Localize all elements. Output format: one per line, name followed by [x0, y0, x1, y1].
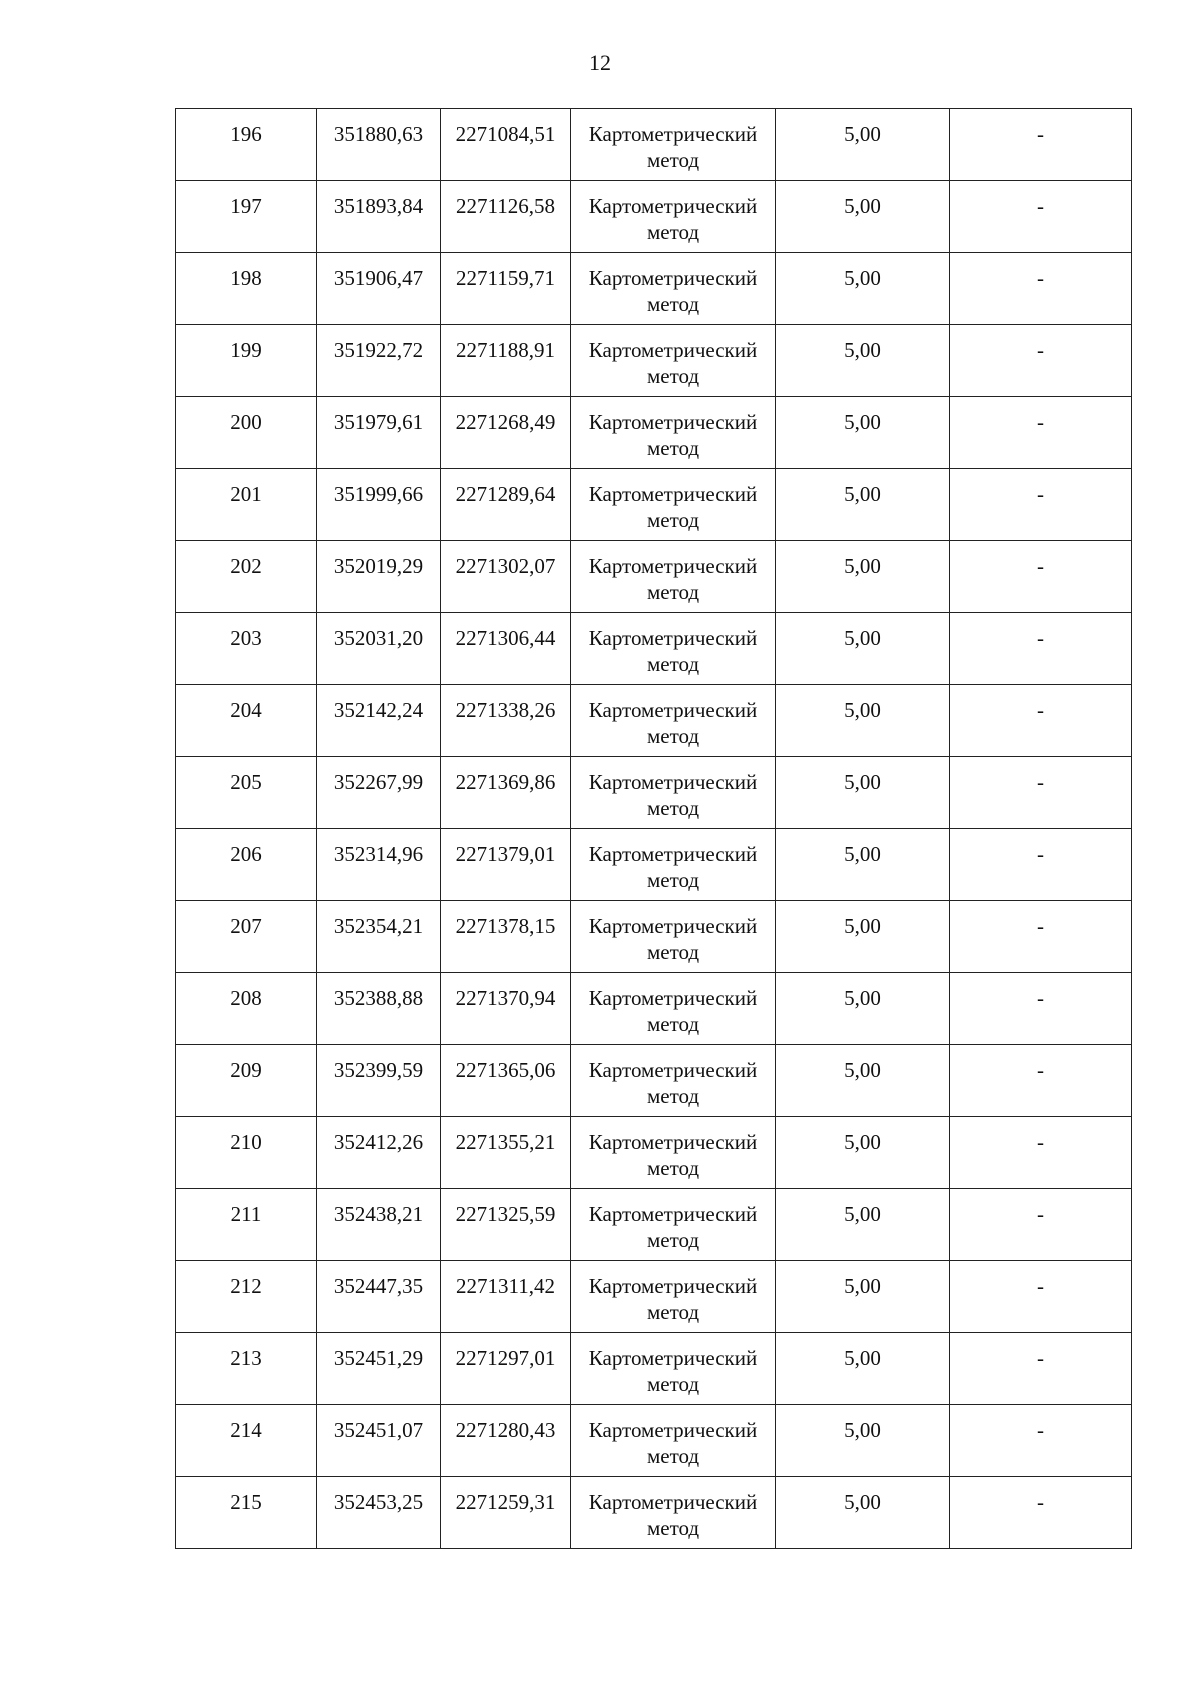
table-row — [176, 325, 1132, 397]
y-coordinate-cell: 2271365,06 — [441, 1045, 571, 1117]
table-row — [176, 1117, 1132, 1189]
method-line-1: Картометрический — [588, 1130, 758, 1154]
accuracy-cell: 5,00 — [776, 685, 950, 757]
table-row — [176, 469, 1132, 541]
method-cell — [571, 757, 776, 829]
table-row — [176, 1405, 1132, 1477]
point-number-cell: 198 — [176, 253, 317, 325]
extra-cell: - — [950, 109, 1132, 181]
extra-cell: - — [950, 397, 1132, 469]
extra-cell: - — [950, 253, 1132, 325]
method-line-1: Картометрический — [588, 410, 758, 434]
y-coordinate-cell: 2271306,44 — [441, 613, 571, 685]
y-coordinate-cell: 2271259,31 — [441, 1477, 571, 1549]
extra-cell: - — [950, 541, 1132, 613]
method-line-2: метод — [646, 364, 700, 388]
extra-cell: - — [950, 613, 1132, 685]
y-coordinate-cell: 2271268,49 — [441, 397, 571, 469]
y-coordinate-cell: 2271297,01 — [441, 1333, 571, 1405]
y-coordinate-cell: 2271369,86 — [441, 757, 571, 829]
method-line-1: Картометрический — [588, 770, 758, 794]
table-row — [176, 685, 1132, 757]
table-row — [176, 181, 1132, 253]
x-coordinate-cell: 352447,35 — [317, 1261, 441, 1333]
method-cell — [571, 1333, 776, 1405]
table-row — [176, 397, 1132, 469]
y-coordinate-cell: 2271084,51 — [441, 109, 571, 181]
method-line-2: метод — [646, 1228, 700, 1252]
method-line-2: метод — [646, 1156, 700, 1180]
y-coordinate-cell: 2271302,07 — [441, 541, 571, 613]
extra-cell: - — [950, 1333, 1132, 1405]
y-coordinate-cell: 2271338,26 — [441, 685, 571, 757]
y-coordinate-cell: 2271126,58 — [441, 181, 571, 253]
method-line-2: метод — [646, 1516, 700, 1540]
table-row — [176, 253, 1132, 325]
method-cell — [571, 973, 776, 1045]
x-coordinate-cell: 352453,25 — [317, 1477, 441, 1549]
method-line-2: метод — [646, 1084, 700, 1108]
table-row — [176, 1477, 1132, 1549]
point-number-cell: 215 — [176, 1477, 317, 1549]
method-line-1: Картометрический — [588, 986, 758, 1010]
y-coordinate-cell: 2271379,01 — [441, 829, 571, 901]
method-line-2: метод — [646, 940, 700, 964]
method-line-2: метод — [646, 868, 700, 892]
x-coordinate-cell: 351979,61 — [317, 397, 441, 469]
x-coordinate-cell: 351906,47 — [317, 253, 441, 325]
y-coordinate-cell: 2271355,21 — [441, 1117, 571, 1189]
accuracy-cell: 5,00 — [776, 253, 950, 325]
method-line-1: Картометрический — [588, 1418, 758, 1442]
method-cell — [571, 109, 776, 181]
method-cell — [571, 469, 776, 541]
accuracy-cell: 5,00 — [776, 1477, 950, 1549]
method-line-1: Картометрический — [588, 266, 758, 290]
method-line-2: метод — [646, 652, 700, 676]
method-line-1: Картометрический — [588, 914, 758, 938]
x-coordinate-cell: 351922,72 — [317, 325, 441, 397]
method-line-2: метод — [646, 1012, 700, 1036]
method-cell — [571, 1117, 776, 1189]
x-coordinate-cell: 352019,29 — [317, 541, 441, 613]
table-row — [176, 1333, 1132, 1405]
x-coordinate-cell: 352438,21 — [317, 1189, 441, 1261]
method-cell — [571, 397, 776, 469]
point-number-cell: 201 — [176, 469, 317, 541]
method-line-2: метод — [646, 436, 700, 460]
table-body — [176, 109, 1132, 1549]
method-line-2: метод — [646, 508, 700, 532]
x-coordinate-cell: 352451,29 — [317, 1333, 441, 1405]
table-row — [176, 901, 1132, 973]
point-number-cell: 196 — [176, 109, 317, 181]
point-number-cell: 210 — [176, 1117, 317, 1189]
method-line-2: метод — [646, 220, 700, 244]
extra-cell: - — [950, 1477, 1132, 1549]
method-line-1: Картометрический — [588, 194, 758, 218]
y-coordinate-cell: 2271289,64 — [441, 469, 571, 541]
method-line-2: метод — [646, 796, 700, 820]
accuracy-cell: 5,00 — [776, 1117, 950, 1189]
method-cell — [571, 325, 776, 397]
point-number-cell: 212 — [176, 1261, 317, 1333]
accuracy-cell: 5,00 — [776, 1333, 950, 1405]
extra-cell: - — [950, 1117, 1132, 1189]
point-number-cell: 214 — [176, 1405, 317, 1477]
x-coordinate-cell: 352451,07 — [317, 1405, 441, 1477]
y-coordinate-cell: 2271159,71 — [441, 253, 571, 325]
extra-cell: - — [950, 1261, 1132, 1333]
extra-cell: - — [950, 829, 1132, 901]
y-coordinate-cell: 2271280,43 — [441, 1405, 571, 1477]
extra-cell: - — [950, 1405, 1132, 1477]
table-row — [176, 757, 1132, 829]
point-number-cell: 205 — [176, 757, 317, 829]
method-line-2: метод — [646, 1372, 700, 1396]
table-row — [176, 541, 1132, 613]
accuracy-cell: 5,00 — [776, 1189, 950, 1261]
accuracy-cell: 5,00 — [776, 613, 950, 685]
point-number-cell: 204 — [176, 685, 317, 757]
x-coordinate-cell: 352142,24 — [317, 685, 441, 757]
x-coordinate-cell: 352031,20 — [317, 613, 441, 685]
point-number-cell: 202 — [176, 541, 317, 613]
accuracy-cell: 5,00 — [776, 1405, 950, 1477]
method-cell — [571, 253, 776, 325]
x-coordinate-cell: 352412,26 — [317, 1117, 441, 1189]
extra-cell: - — [950, 973, 1132, 1045]
accuracy-cell: 5,00 — [776, 1045, 950, 1117]
method-line-1: Картометрический — [588, 842, 758, 866]
method-cell — [571, 1045, 776, 1117]
y-coordinate-cell: 2271311,42 — [441, 1261, 571, 1333]
extra-cell: - — [950, 901, 1132, 973]
extra-cell: - — [950, 1045, 1132, 1117]
table-row — [176, 973, 1132, 1045]
x-coordinate-cell: 352314,96 — [317, 829, 441, 901]
method-cell — [571, 901, 776, 973]
extra-cell: - — [950, 181, 1132, 253]
method-cell — [571, 613, 776, 685]
accuracy-cell: 5,00 — [776, 109, 950, 181]
x-coordinate-cell: 351880,63 — [317, 109, 441, 181]
method-line-1: Картометрический — [588, 698, 758, 722]
method-line-1: Картометрический — [588, 1346, 758, 1370]
x-coordinate-cell: 352267,99 — [317, 757, 441, 829]
method-line-2: метод — [646, 148, 700, 172]
accuracy-cell: 5,00 — [776, 325, 950, 397]
method-cell — [571, 829, 776, 901]
method-line-1: Картометрический — [588, 482, 758, 506]
accuracy-cell: 5,00 — [776, 469, 950, 541]
method-cell — [571, 1189, 776, 1261]
extra-cell: - — [950, 685, 1132, 757]
method-line-1: Картометрический — [588, 1202, 758, 1226]
method-line-1: Картометрический — [588, 338, 758, 362]
accuracy-cell: 5,00 — [776, 1261, 950, 1333]
page-number: 12 — [589, 50, 611, 75]
table-row — [176, 613, 1132, 685]
accuracy-cell: 5,00 — [776, 181, 950, 253]
point-number-cell: 203 — [176, 613, 317, 685]
method-cell — [571, 1477, 776, 1549]
point-number-cell: 200 — [176, 397, 317, 469]
accuracy-cell: 5,00 — [776, 397, 950, 469]
x-coordinate-cell: 351893,84 — [317, 181, 441, 253]
x-coordinate-cell: 352354,21 — [317, 901, 441, 973]
coordinates-table — [175, 108, 1132, 1549]
method-cell — [571, 685, 776, 757]
point-number-cell: 197 — [176, 181, 317, 253]
x-coordinate-cell: 352399,59 — [317, 1045, 441, 1117]
x-coordinate-cell: 351999,66 — [317, 469, 441, 541]
table-row — [176, 1189, 1132, 1261]
accuracy-cell: 5,00 — [776, 829, 950, 901]
y-coordinate-cell: 2271370,94 — [441, 973, 571, 1045]
table-row — [176, 829, 1132, 901]
method-line-1: Картометрический — [588, 626, 758, 650]
point-number-cell: 209 — [176, 1045, 317, 1117]
table-row — [176, 1261, 1132, 1333]
method-cell — [571, 1405, 776, 1477]
method-line-2: метод — [646, 1444, 700, 1468]
point-number-cell: 207 — [176, 901, 317, 973]
method-cell — [571, 181, 776, 253]
point-number-cell: 206 — [176, 829, 317, 901]
method-line-1: Картометрический — [588, 554, 758, 578]
extra-cell: - — [950, 757, 1132, 829]
point-number-cell: 208 — [176, 973, 317, 1045]
method-cell — [571, 1261, 776, 1333]
method-cell — [571, 541, 776, 613]
accuracy-cell: 5,00 — [776, 901, 950, 973]
method-line-2: метод — [646, 724, 700, 748]
method-line-1: Картометрический — [588, 1274, 758, 1298]
extra-cell: - — [950, 1189, 1132, 1261]
point-number-cell: 211 — [176, 1189, 317, 1261]
extra-cell: - — [950, 469, 1132, 541]
method-line-1: Картометрический — [588, 1490, 758, 1514]
method-line-2: метод — [646, 580, 700, 604]
table-row — [176, 109, 1132, 181]
point-number-cell: 199 — [176, 325, 317, 397]
accuracy-cell: 5,00 — [776, 757, 950, 829]
method-line-1: Картометрический — [588, 1058, 758, 1082]
method-line-2: метод — [646, 292, 700, 316]
x-coordinate-cell: 352388,88 — [317, 973, 441, 1045]
method-line-2: метод — [646, 1300, 700, 1324]
y-coordinate-cell: 2271188,91 — [441, 325, 571, 397]
y-coordinate-cell: 2271325,59 — [441, 1189, 571, 1261]
y-coordinate-cell: 2271378,15 — [441, 901, 571, 973]
accuracy-cell: 5,00 — [776, 541, 950, 613]
table-row — [176, 1045, 1132, 1117]
accuracy-cell: 5,00 — [776, 973, 950, 1045]
method-line-1: Картометрический — [588, 122, 758, 146]
extra-cell: - — [950, 325, 1132, 397]
point-number-cell: 213 — [176, 1333, 317, 1405]
